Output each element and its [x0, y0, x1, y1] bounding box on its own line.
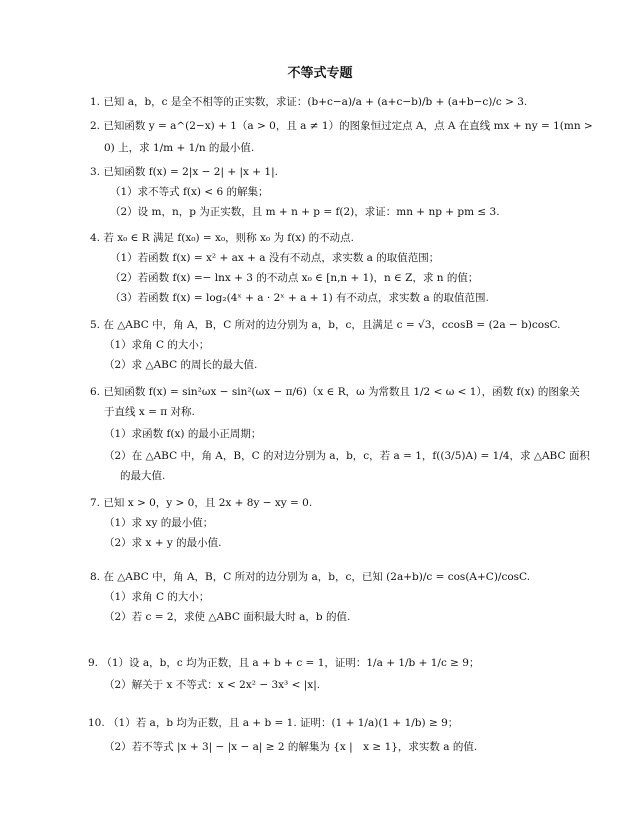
problem-3: 3. 已知函数 f(x) = 2|x − 2| + |x + 1|. [90, 166, 278, 178]
problem-10-part-2: （2）若不等式 |x + 3| − |x − a| ≥ 2 的解集为 {x | x ≥ 1}，求实数 a 的值. [104, 741, 478, 753]
problem-5: 5. 在 △ABC 中，角 A，B，C 所对的边分别为 a，b，c，且满足 c = √3，ccosB = (2a − b)cosC. [90, 319, 561, 331]
problem-2: 2. 已知函数 y = a^(2−x) + 1（a > 0，且 a ≠ 1）的图象恒过定点 A，点 A 在直线 mx + ny = 1(mn > [90, 120, 593, 132]
problem-3-part-2: （2）设 m，n，p 为正实数，且 m + n + p = f(2)，求证：mn + np + pm ≤ 3. [110, 206, 500, 218]
problem-6-part-2-continued: 的最大值. [120, 470, 166, 482]
problem-10: 10. （1）若 a，b 均为正数，且 a + b = 1. 证明：(1 + 1/a)(1 + 1/b) ≥ 9； [88, 717, 459, 729]
page-title: 不等式专题 [287, 66, 353, 81]
problem-6: 6. 已知函数 f(x) = sin²ωx − sin²(ωx − π/6)（x ∈ R，ω 为常数且 1/2 < ω < 1），函数 f(x) 的图象关 [90, 386, 580, 398]
problem-3-part-1: （1）求不等式 f(x) < 6 的解集； [110, 186, 269, 198]
problem-4-part-1: （1）若函数 f(x) = x² + ax + a 没有不动点，求实数 a 的取值范围； [110, 252, 440, 264]
problem-6-part-2: （2）在 △ABC 中，角 A，B，C 的对边分别为 a，b，c，若 a = 1，f((3/5)A) = 1/4，求 △ABC 面积 [104, 450, 590, 462]
problem-8: 8. 在 △ABC 中，角 A，B，C 所对的边分别为 a，b，c，已知 (2a+b)/c = cos(A+C)/cosC. [90, 571, 531, 583]
problem-7-part-1: （1）求 xy 的最小值； [104, 517, 214, 529]
problem-5-part-1: （1）求角 C 的大小； [104, 339, 210, 351]
problem-8-part-1: （1）求角 C 的大小； [104, 591, 210, 603]
problem-6-continued: 于直线 x = π 对称. [104, 406, 195, 418]
problem-4-part-3: （3）若函数 f(x) = log₂(4ˣ + a · 2ˣ + a + 1) 有不动点，求实数 a 的取值范围. [110, 292, 489, 304]
problem-9-part-2: （2）解关于 x 不等式：x < 2x² − 3x³ < |x|. [104, 679, 321, 691]
problem-7-part-2: （2）求 x + y 的最小值. [104, 537, 222, 549]
problem-6-part-1: （1）求函数 f(x) 的最小正周期； [104, 428, 262, 440]
problem-5-part-2: （2）求 △ABC 的周长的最大值. [104, 359, 258, 371]
problem-8-part-2: （2）若 c = 2，求使 △ABC 面积最大时 a，b 的值. [104, 611, 351, 623]
problem-4-part-2: （2）若函数 f(x) =− lnx + 3 的不动点 x₀ ∈ [n,n + 1)，n ∈ Z，求 n 的值； [110, 272, 479, 284]
problem-2-continued: 0) 上，求 1/m + 1/n 的最小值. [104, 142, 255, 154]
problem-4: 4. 若 x₀ ∈ R 满足 f(x₀) = x₀，则称 x₀ 为 f(x) 的不动点. [90, 232, 354, 244]
problem-9: 9. （1）设 a，b，c 均为正数，且 a + b + c = 1，证明：1/a + 1/b + 1/c ≥ 9； [88, 657, 480, 669]
problem-7: 7. 已知 x > 0，y > 0，且 2x + 8y − xy = 0. [90, 497, 313, 509]
problem-1: 1. 已知 a，b，c 是全不相等的正实数，求证：(b+c−a)/a + (a+c−b)/b + (a+b−c)/c > 3. [90, 96, 528, 108]
